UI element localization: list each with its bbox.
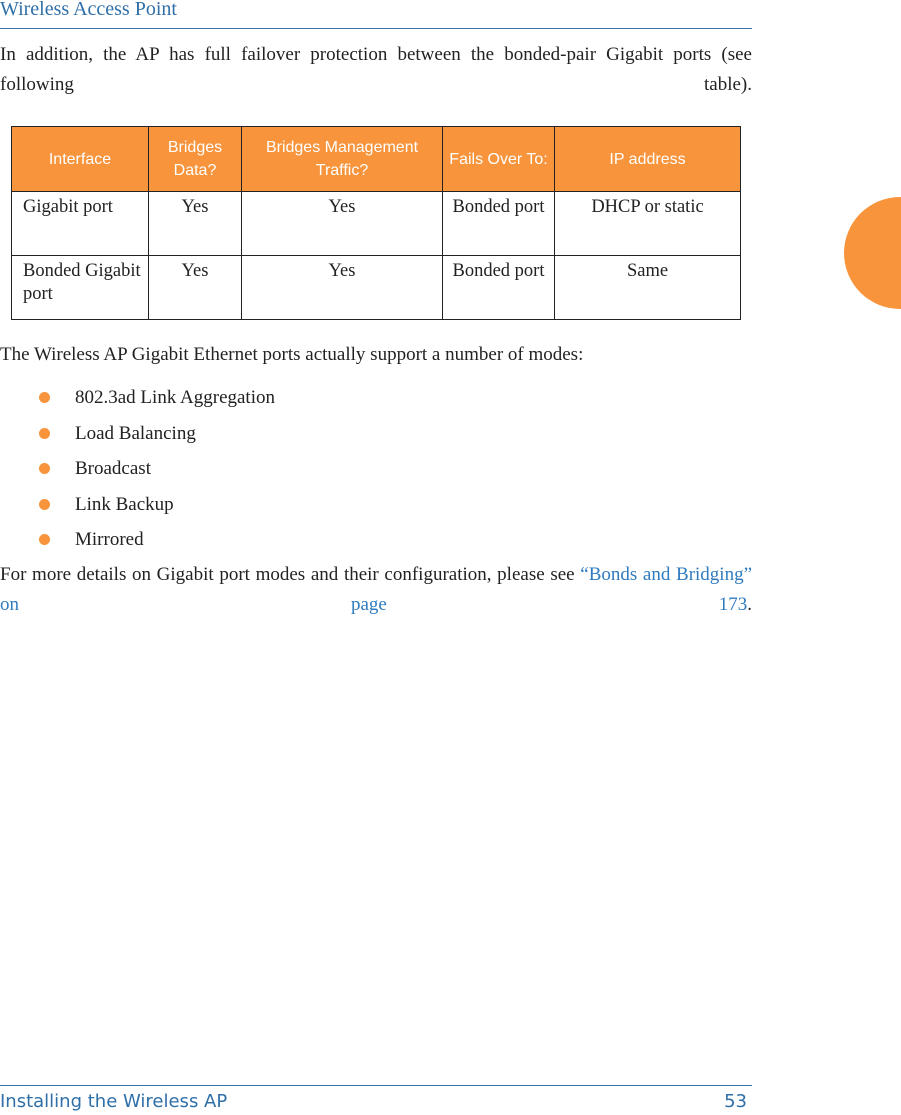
column-header: Interface [12, 127, 149, 192]
details-text: For more details on Gigabit port modes and their configuration, please see [0, 564, 575, 585]
bonds-and-bridging-link[interactable]: “Bonds and Bridging” on page 173 [0, 564, 753, 615]
details-period: . [747, 594, 752, 615]
list-item [0, 451, 275, 487]
table-cell: DHCP or static [555, 192, 741, 256]
table-header-row [12, 127, 741, 192]
bullet-icon [39, 463, 50, 474]
table-cell: Bonded port [443, 256, 555, 320]
table-cell: Bonded Gigabit port [12, 256, 149, 320]
list-item-label: Link Backup [75, 493, 174, 515]
bullet-icon [39, 428, 50, 439]
table-cell: Yes [149, 192, 242, 256]
list-item-label: Load Balancing [75, 422, 196, 444]
list-item-label: Broadcast [75, 458, 151, 479]
running-footer [0, 1085, 752, 1115]
bullet-icon [39, 499, 50, 510]
column-header: Bridges Data? [149, 127, 242, 192]
bullet-icon [39, 392, 50, 403]
table-cell: Bonded port [443, 192, 555, 256]
running-header [0, 0, 752, 29]
list-item [0, 380, 275, 416]
list-item [0, 416, 275, 452]
table-cell: Gigabit port [12, 192, 149, 256]
list-item-label: 802.3ad Link Aggregation [75, 387, 275, 408]
intro-paragraph: In addition, the AP has full failover protection between the bonded-pair Gigabit ports (see following table). [0, 44, 752, 95]
modes-list [0, 380, 275, 558]
page-number: 53 [724, 1091, 747, 1112]
list-item [0, 487, 275, 523]
bullet-icon [39, 534, 50, 545]
modes-intro-paragraph: The Wireless AP Gigabit Ethernet ports actually support a number of modes: [0, 344, 584, 365]
column-header: Bridges Management Traffic? [242, 127, 443, 192]
table-cell: Yes [242, 256, 443, 320]
table-cell: Yes [149, 256, 242, 320]
column-header: IP address [555, 127, 741, 192]
details-paragraph [0, 560, 752, 620]
header-title: Wireless Access Point [0, 0, 177, 20]
list-item [0, 522, 275, 558]
table-row [12, 256, 741, 320]
table-cell: Same [555, 256, 741, 320]
table-row [12, 192, 741, 256]
column-header: Fails Over To: [443, 127, 555, 192]
table-cell: Yes [242, 192, 443, 256]
failover-table [11, 126, 741, 320]
footer-chapter-title: Installing the Wireless AP [0, 1091, 228, 1112]
list-item-label: Mirrored [75, 529, 144, 550]
chapter-side-tab [844, 197, 901, 309]
